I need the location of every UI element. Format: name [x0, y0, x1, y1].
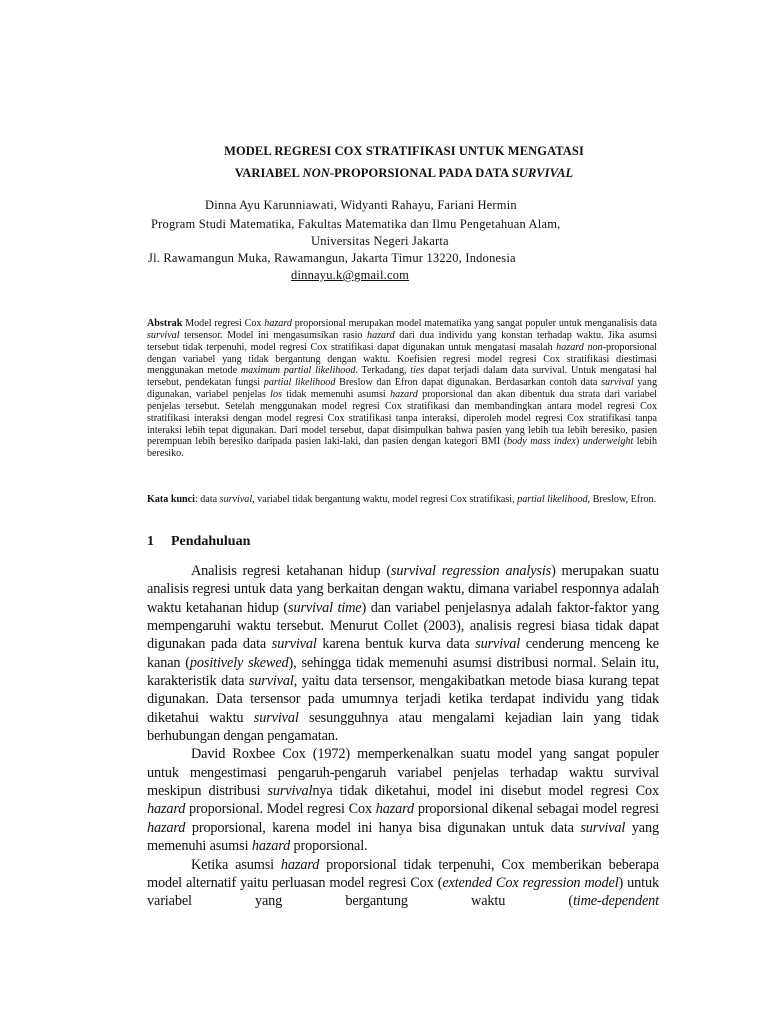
paragraph-1: Analisis regresi ketahanan hidup (survival regression analysis) merupakan suatu analisis regresi untuk data yang berkaitan dengan waktu, dimana variabel responnya adalah waktu ketahanan hidup (survival time) dan variabel penjelasnya adalah faktor-faktor yang mempengaruhi waktu tersebut. Menurut Collet (2003), analisis regresi biasa tidak dapat digunakan pada data survival karena bentuk kurva data survival cenderung menceng ke kanan (positively skewed), sehingga tidak memenuhi asumsi distribusi normal. Selain itu, karakteristik data survival, yaitu data tersensor, mengakibatkan metode biasa kurang tepat digunakan. Data tersensor pada umumnya terjadi ketika terdapat individu yang tidak diketahui waktu survival sesungguhnya atau mengalami kejadian lain yang tidak berhubungan dengan pengamatan. — [147, 563, 659, 745]
paper-title-line-2: VARIABEL NON-PROPORSIONAL PADA DATA SURVIVAL — [234, 166, 574, 180]
affiliation-line-1: Program Studi Matematika, Fakultas Matematika dan Ilmu Pengetahuan Alam, — [151, 217, 561, 231]
paragraph-2: David Roxbee Cox (1972) memperkenalkan suatu model yang sangat populer untuk mengestimasi pengaruh-pengaruh variabel penjelas terhadap waktu survival meskipun distribusi survivalnya tidak diketahui, model ini disebut model regresi Cox hazard proporsional. Model regresi Cox hazard proporsional dikenal sebagai model regresi hazard proporsional, karena model ini hanya bisa digunakan untuk data survival yang memenuhi asumsi hazard proporsional. — [147, 746, 660, 855]
address: Jl. Rawamangun Muka, Rawamangun, Jakarta Timur 13220, Indonesia — [148, 251, 516, 265]
section-heading — [147, 534, 250, 550]
section-title: Pendahuluan — [171, 534, 251, 549]
keywords-label: Kata kunci — [147, 494, 195, 505]
authors: Dinna Ayu Karunniawati, Widyanti Rahayu, Fariani Hermin — [205, 198, 517, 212]
paragraph-3: Ketika asumsi hazard proporsional tidak terpenuhi, Cox memberikan beberapa model alternatif yaitu perluasan model regresi Cox (extended Cox regression model) untuk variabel yang bergantung waktu (time-dependent — [147, 856, 659, 910]
affiliation-line-2: Universitas Negeri Jakarta — [311, 234, 449, 248]
keywords: Kata kunci: data survival, variabel tidak bergantung waktu, model regresi Cox stratifikasi, partial likelihood, Breslow, Efron. — [147, 494, 657, 505]
body-text — [147, 562, 659, 911]
abstract: Abstrak Model regresi Cox hazard proporsional merupakan model matematika yang sangat populer untuk menganalisis data survival tersensor. Model ini mengasumsikan rasio hazard dari dua individu yang konstan terhadap waktu. Jika asumsi tersebut tidak terpenuhi, model regresi Cox stratifikasi dapat digunakan untuk mengatasi masalah hazard non-proporsional dengan variabel yang tidak bergantung dengan waktu. Koefisien regresi model regresi Cox stratifikasi diestimasi menggunakan metode maximum partial likelihood. Terkadang, ties dapat terjadi dalam data survival. Untuk mengatasi hal tersebut, pendekatan fungsi partial likelihood Breslow dan Efron dapat digunakan. Berdasarkan contoh data survival yang digunakan, variabel penjelas los tidak memenuhi asumsi hazard proporsional dan akan dibentuk dua strata dari variabel penjelas tersebut. Setelah menggunakan model regresi Cox stratifikasi dan membandingkan antara model regresi Cox stratifikasi interaksi dengan model regresi Cox stratifikasi tanpa interaksi, diperoleh model regresi Cox stratifikasi tanpa interaksi lebih tepat digunakan. Dari model tersebut, dapat disimpulkan bahwa pasien yang lebih tua lebih beresiko, pasien perempuan lebih beresiko daripada pasien laki-laki, dan pasien dengan kategori BMI (body mass index) underweight lebih beresiko. — [147, 318, 657, 460]
email-link[interactable]: dinnayu.k@gmail.com — [291, 268, 410, 282]
paper-title-line-1: MODEL REGRESI COX STRATIFIKASI UNTUK MENGATASI — [224, 144, 584, 158]
abstract-label: Abstrak — [147, 318, 183, 329]
section-number: 1 — [147, 534, 154, 549]
